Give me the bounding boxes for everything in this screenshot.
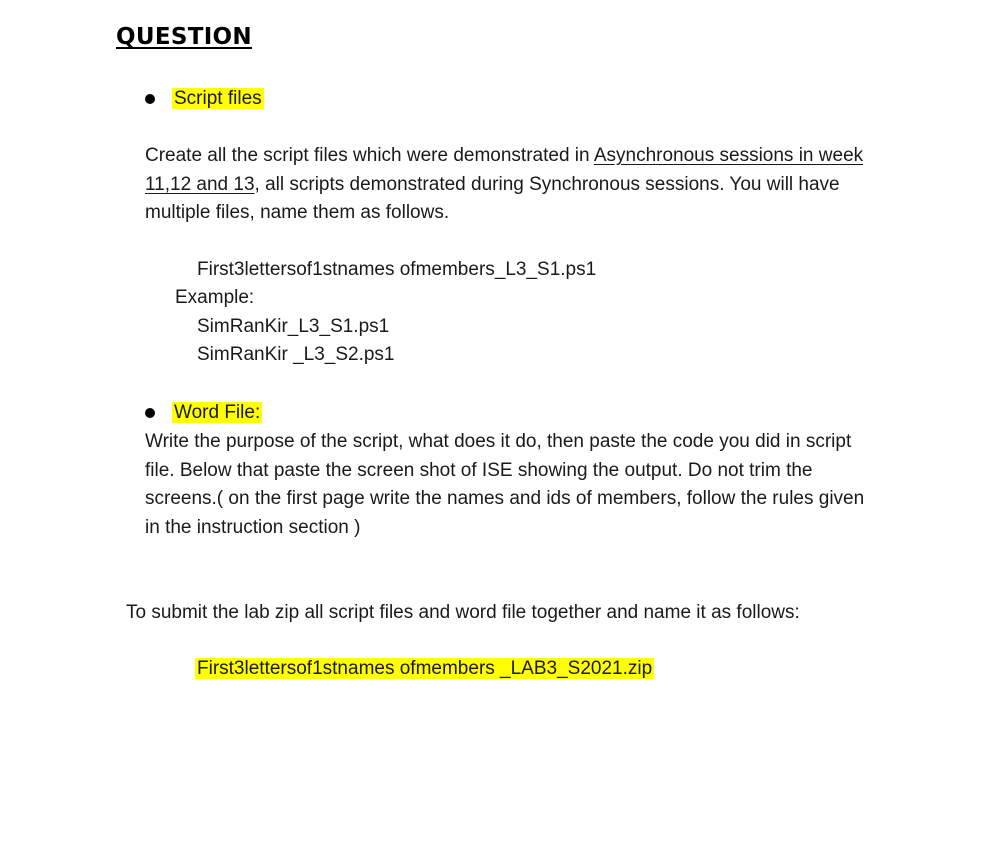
example-file-1: SimRanKir_L3_S1.ps1 xyxy=(197,316,390,337)
script-files-paragraph: Create all the script files which were demonstrated in Asynchronous sessions in week 11,12 and 13, all scripts demonstrated during Synchronous sessions. You will have multiple files, name them as follows. xyxy=(145,145,864,223)
highlight-filename: First3lettersof1stnames ofmembers _LAB3_S2021.zip xyxy=(197,658,653,679)
section-title-word-file xyxy=(172,399,262,427)
naming-pattern: First3lettersof1stnames ofmembers_L3_S1.ps1 xyxy=(197,259,597,280)
word-file-paragraph: Write the purpose of the script, what does it do, then paste the code you did in script file. Below that paste the screen shot of ISE showing the output. Do not trim the screens.( on the first page write the names and ids of members, follow the rules given in the instruction section ) xyxy=(145,431,865,538)
highlight-word-file: Word File: xyxy=(174,402,261,423)
sessions-link-text: Asynchronous sessions in week 11,12 and 13 xyxy=(145,145,864,195)
bullet-icon xyxy=(145,408,155,418)
example-label: Example: xyxy=(175,287,255,308)
section-title-script-files xyxy=(172,85,264,113)
submit-instructions: To submit the lab zip all script files and word file together and name it as follows: xyxy=(126,602,800,623)
bullet-icon xyxy=(145,94,155,104)
highlight-script-files: Script files xyxy=(174,88,262,109)
submit-filename xyxy=(195,655,654,683)
example-file-2: SimRanKir _L3_S2.ps1 xyxy=(197,344,395,365)
page-title: QUESTION xyxy=(116,24,252,50)
